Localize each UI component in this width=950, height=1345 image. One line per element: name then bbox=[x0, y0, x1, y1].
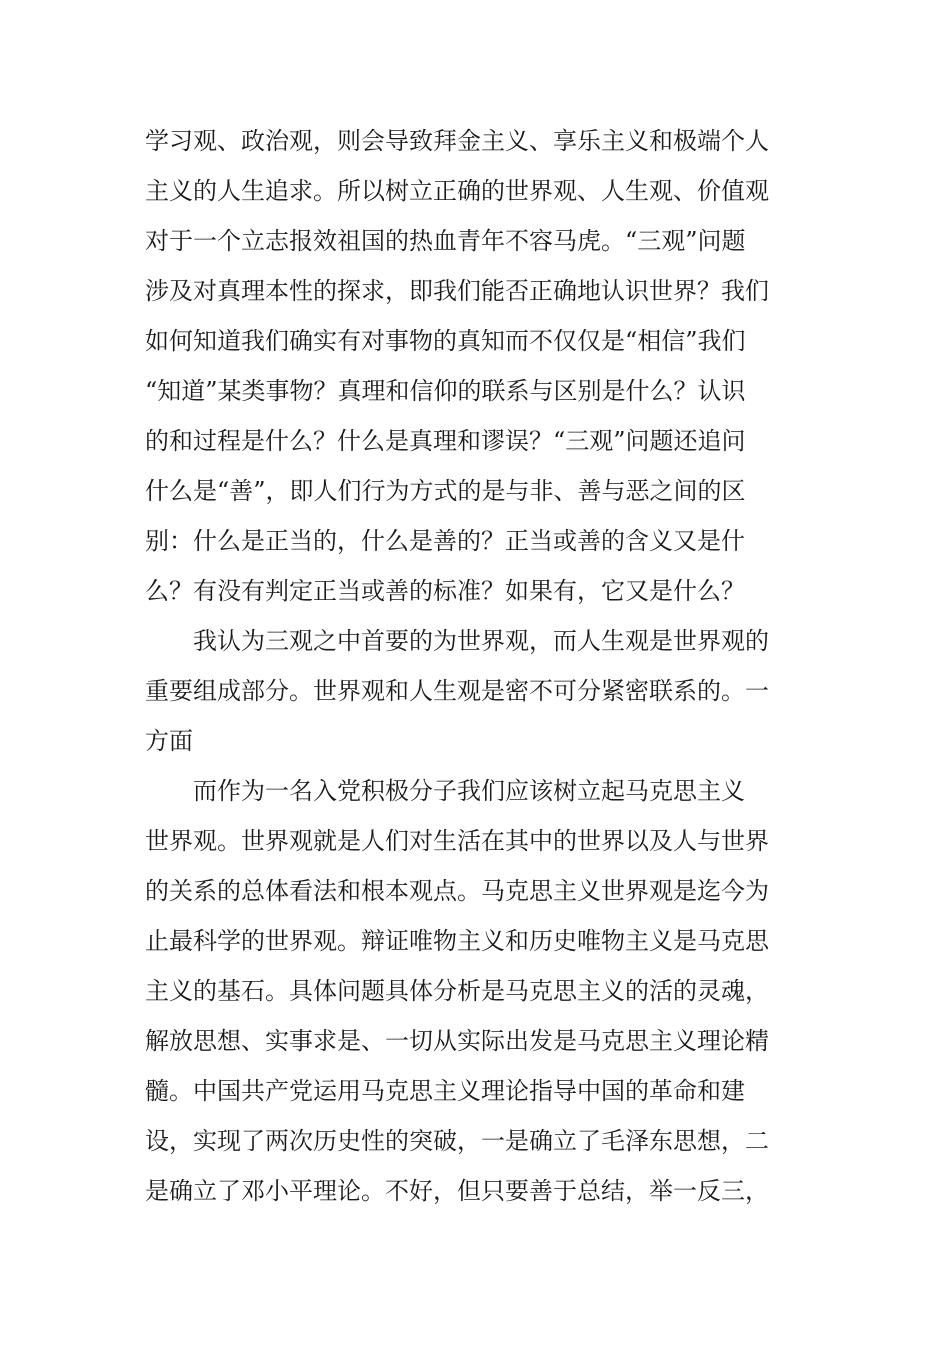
text-line: 如何知道我们确实有对事物的真知而不仅仅是“相信”我们 bbox=[145, 327, 746, 355]
text-line: 方面 bbox=[145, 727, 193, 755]
text-line: 主义的基石。具体问题具体分析是马克思主义的活的灵魂， bbox=[145, 977, 769, 1005]
text-line: 学习观、政治观，则会导致拜金主义、享乐主义和极端个人 bbox=[145, 127, 769, 155]
text-line: 的关系的总体看法和根本观点。马克思主义世界观是迄今为 bbox=[145, 877, 769, 905]
text-line: 涉及对真理本性的探求，即我们能否正确地认识世界？我们 bbox=[145, 277, 769, 305]
text-line: 髓。中国共产党运用马克思主义理论指导中国的革命和建 bbox=[145, 1077, 745, 1105]
text-line: 设，实现了两次历史性的突破，一是确立了毛泽东思想，二 bbox=[145, 1127, 769, 1155]
text-line: 什么是“善”，即人们行为方式的是与非、善与恶之间的区 bbox=[145, 477, 746, 505]
text-line: 世界观。世界观就是人们对生活在其中的世界以及人与世界 bbox=[145, 827, 769, 855]
text-line: 主义的人生追求。所以树立正确的世界观、人生观、价值观 bbox=[145, 177, 769, 205]
text-line: 解放思想、实事求是、一切从实际出发是马克思主义理论精 bbox=[145, 1027, 769, 1055]
text-line: 止最科学的世界观。辩证唯物主义和历史唯物主义是马克思 bbox=[145, 927, 769, 955]
text-line: 重要组成部分。世界观和人生观是密不可分紧密联系的。一 bbox=[145, 677, 769, 705]
text-line: 别：什么是正当的，什么是善的？正当或善的含义又是什 bbox=[145, 527, 745, 555]
text-line: 么？有没有判定正当或善的标准？如果有，它又是什么？ bbox=[145, 577, 745, 605]
text-line: “知道”某类事物？真理和信仰的联系与区别是什么？认识 bbox=[145, 377, 746, 405]
paragraph-first-line: 而作为一名入党积极分子我们应该树立起马克思主义 bbox=[193, 777, 745, 805]
paragraph-first-line: 我认为三观之中首要的为世界观，而人生观是世界观的 bbox=[193, 627, 769, 655]
text-line: 的和过程是什么？什么是真理和谬误？“三观”问题还追问 bbox=[145, 427, 746, 455]
text-line: 对于一个立志报效祖国的热血青年不容马虎。“三观”问题 bbox=[145, 227, 746, 255]
text-line: 是确立了邓小平理论。不好，但只要善于总结，举一反三， bbox=[145, 1177, 769, 1205]
